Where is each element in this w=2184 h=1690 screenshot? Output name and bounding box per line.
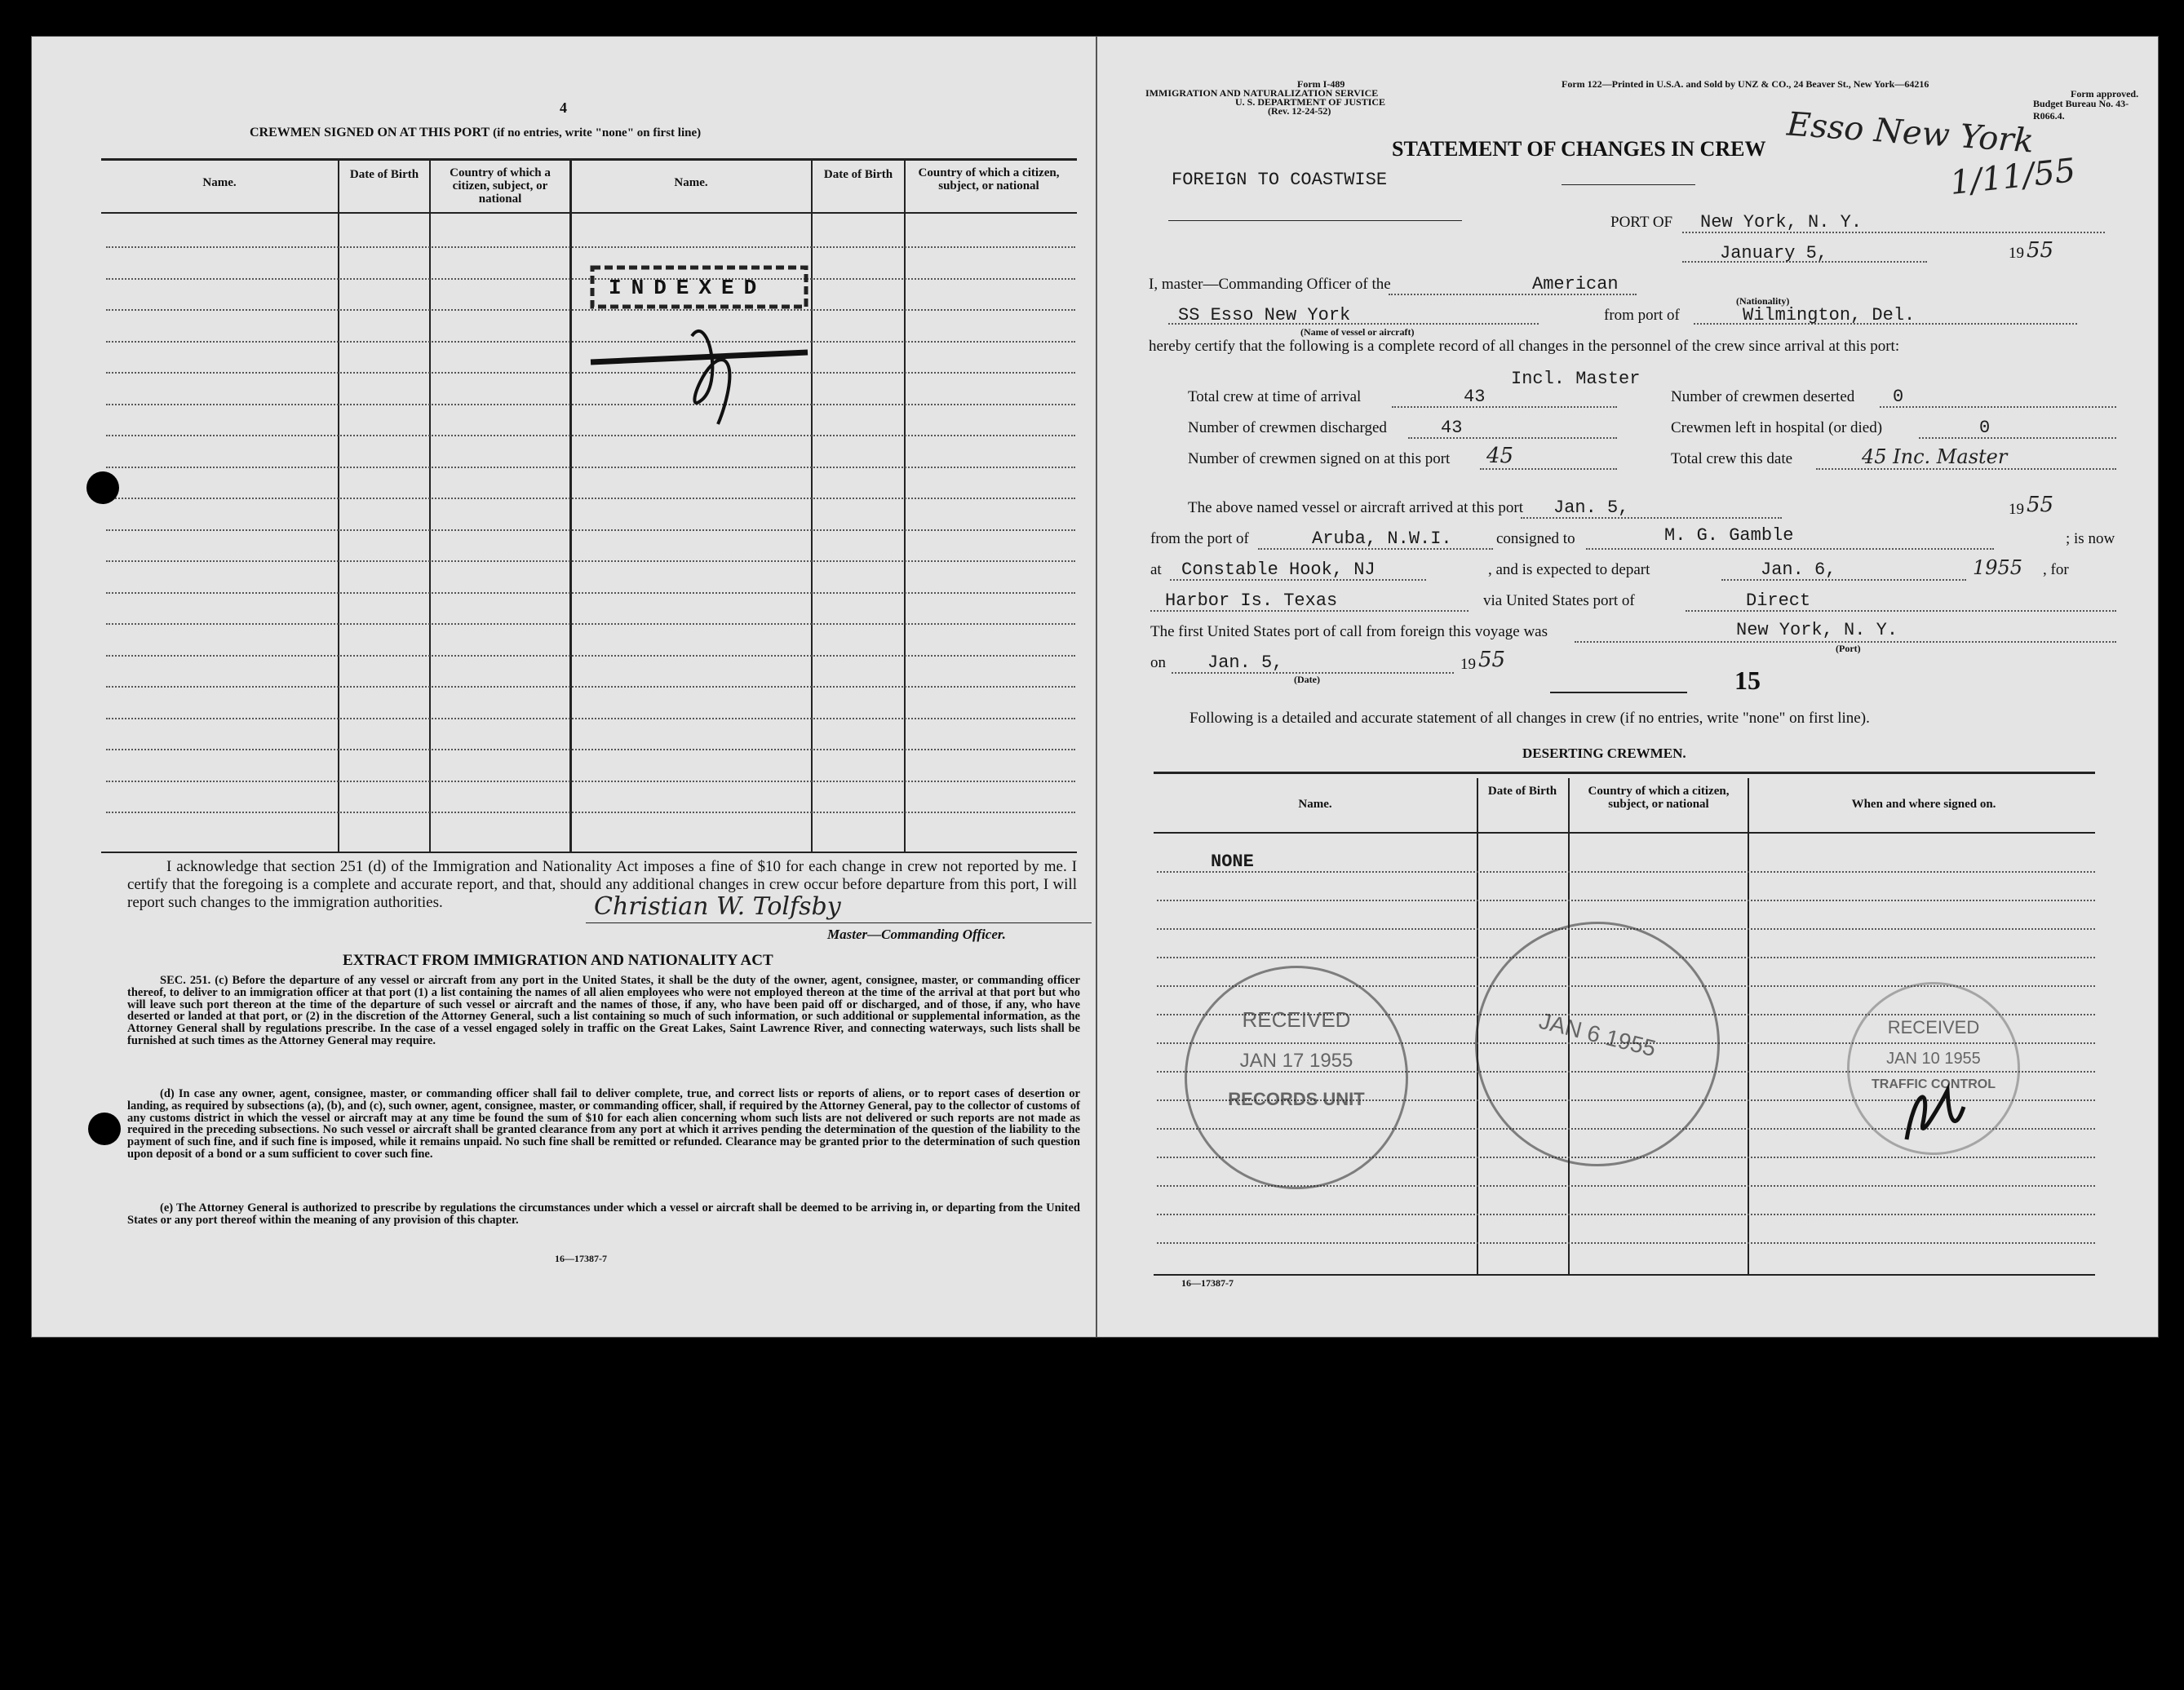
following-text: Following is a detailed and accurate statement of all changes in crew (if no entries, write "none" on first line).: [1189, 710, 1870, 727]
nationality-value: American: [1532, 274, 1619, 294]
total-today-label: Total crew this date: [1671, 450, 1793, 467]
arrived-value: Jan. 5,: [1553, 498, 1629, 518]
on-year: 55: [1478, 648, 1506, 672]
desert-row-rule: [1157, 1242, 2095, 1244]
from-port-label: from port of: [1604, 307, 1680, 324]
page-number: 4: [560, 100, 567, 116]
indexed-stamp-text: INDEXED: [609, 276, 767, 300]
records-unit-stamp: [1185, 966, 1408, 1189]
punch-hole: [86, 471, 119, 504]
master-signature: Christian W. Tolfsby: [594, 892, 841, 921]
depart-blank: [1721, 579, 1966, 581]
traffic-control-stamp: [1847, 982, 2020, 1155]
form-number: Form I-489: [1297, 78, 1345, 90]
from-the-port-label: from the port of: [1150, 530, 1249, 547]
right-page: [1096, 36, 2159, 1338]
first-port-label: The first United States port of call from foreign this voyage was: [1150, 623, 1548, 640]
stamp1-received: RECEIVED: [1242, 1007, 1351, 1032]
arrived-label: The above named vessel or aircraft arrived at this port: [1188, 499, 1523, 516]
sec-251-d: (d) In case any owner, agent, consignee, master, or commanding officer shall fail to deliver complete, true, and correct lists or reports of aliens, or to report cases of desertion or landing, as required by subsections (a), (b), and (c), such owner, agent, consignee, master, or commanding officer, shall, if required by the Attorney General, pay to the collector of customs of any customs district in which the vessel or aircraft may at any time be found the sum of $10 for each alien concerning whom such lists are not delivered or such reports are not made as required in the preceding subsections. No such vessel or aircraft shall be granted clearance from any port at which it arrives pending the determination of the question of the liability to the payment of such fine, and if such fine is imposed, while it remains unpaid. No such fine shall be remitted or refunded. Clearance may be granted prior to the determination of such question upon deposit of a bond or a sum sufficient to cover such fine.: [127, 1087, 1080, 1161]
via-label: via United States port of: [1483, 592, 1635, 609]
table-row-rule: [106, 686, 1075, 688]
desert-row-rule: [1157, 900, 2095, 901]
on-value: Jan. 5,: [1207, 653, 1283, 673]
expected-label: , and is expected to depart: [1488, 561, 1650, 578]
is-now-label: ; is now: [2066, 530, 2115, 547]
deserted-label: Number of crewmen deserted: [1671, 388, 1855, 405]
signed-on-value: 45: [1486, 444, 1514, 468]
col-header-name: Name.: [202, 176, 237, 189]
handwritten-vessel-note: Esso New York: [1785, 105, 2036, 161]
from-port-value: Wilmington, Del.: [1743, 305, 1916, 325]
hospital-value: 0: [1979, 418, 1991, 438]
table-row-rule: [106, 812, 1075, 813]
right-footer-code: 16—17387-7: [1181, 1277, 1234, 1289]
nationality-caption: (Nationality): [1736, 295, 1790, 307]
hospital-blank: [1919, 437, 2116, 439]
certify-text: hereby certify that the following is a complete record of all changes in the personnel of the crew since arrival at this port:: [1149, 338, 1900, 355]
arrived-year: 55: [2027, 493, 2054, 517]
signature-title: Master—Commanding Officer.: [827, 927, 1006, 942]
form-approved: Form approved.: [2071, 88, 2139, 100]
stamp1-unit: RECORDS UNIT: [1228, 1089, 1365, 1109]
consigned-label: consigned to: [1496, 530, 1575, 547]
port-of-label: PORT OF: [1610, 214, 1673, 231]
deserting-title: DESERTING CREWMEN.: [1522, 745, 1686, 761]
signed-on-label: Number of crewmen signed on at this port: [1188, 450, 1451, 467]
col-header-country: Country of which a citizen, subject, or national: [450, 166, 551, 206]
date-stamp: [1475, 922, 1720, 1166]
deserted-value: 0: [1893, 387, 1904, 407]
table-row-rule: [106, 498, 1075, 499]
master-label: I, master—Commanding Officer of the: [1149, 276, 1391, 293]
on-label: on: [1150, 654, 1166, 671]
total-crew-blank: [1392, 406, 1617, 408]
table-row-rule: [106, 560, 1075, 562]
col-divider: [429, 158, 431, 852]
table-row-rule: [106, 781, 1075, 782]
table-header-rule: [101, 212, 1077, 214]
department: U. S. DEPARTMENT OF JUSTICE: [1235, 96, 1386, 108]
deserted-blank: [1880, 406, 2116, 408]
table-row-rule: [106, 529, 1075, 531]
section-heading: [250, 126, 701, 140]
discharged-value: 43: [1441, 418, 1463, 438]
total-crew-value: 43: [1464, 387, 1486, 407]
desert-table-top: [1154, 772, 2095, 774]
at-label: at: [1150, 561, 1162, 578]
col-header-dob-2: Date of Birth: [823, 168, 893, 181]
sec-251-c: SEC. 251. (c) Before the departure of any vessel or aircraft from any port in the United States, it shall be the duty of the owner, agent, consignee, master, or commanding officer thereof, to deliver to an immigration officer at that port (1) a list containing the names of all alien employees who were not employed thereon at the time of the arrival at that port but who will leave such port thereon at the time of the departure of such vessel or aircraft and the names of those, if any, who have been paid off or discharged, and of those, if any, who have deserted or landed at that port, or (2) in the discretion of the Attorney General, such a list containing so much of such information, or such additional or supplemental information, as the Attorney General shall by regulations prescribe. In the case of a vessel engaged solely in traffic on the Great Lakes, Saint Lawrence River, and connecting waterways, such lists shall be furnished at such times as the Attorney General may require.: [127, 974, 1080, 1047]
section-note: (if no entries, write "none" on first line): [493, 126, 702, 139]
table-row-rule: [106, 467, 1075, 468]
on-year-prefix: 19: [1460, 656, 1476, 673]
left-page: [31, 36, 1096, 1338]
discharged-label: Number of crewmen discharged: [1188, 419, 1387, 436]
desert-table-header-rule: [1154, 832, 2095, 834]
agency: IMMIGRATION AND NATURALIZATION SERVICE: [1145, 87, 1379, 99]
table-row-rule: [106, 655, 1075, 657]
total-crew-label: Total crew at time of arrival: [1188, 388, 1362, 405]
stamp3-unit: TRAFFIC CONTROL: [1872, 1077, 1996, 1091]
stamp2-date: JAN 6 1955: [1536, 1007, 1659, 1062]
left-footer-code: 16—17387-7: [555, 1253, 607, 1264]
desert-entry: NONE: [1211, 852, 1254, 872]
form-subtitle: FOREIGN TO COASTWISE: [1172, 170, 1388, 190]
depart-value: Jan. 6,: [1761, 560, 1836, 580]
section-title: CREWMEN SIGNED ON AT THIS PORT: [250, 126, 490, 139]
table-bottom-rule: [101, 852, 1077, 853]
signed-on-blank: [1480, 468, 1617, 470]
indexed-stamp: [586, 263, 822, 426]
from-the-port-value: Aruba, N.W.I.: [1312, 529, 1452, 549]
table-row-rule: [106, 592, 1075, 594]
punch-hole: [88, 1113, 121, 1145]
printer-line: Form 122—Printed in U.S.A. and Sold by UNZ & CO., 24 Beaver St., New York—64216: [1562, 78, 1929, 90]
date-caption: (Date): [1294, 674, 1320, 685]
incl-master: Incl. Master: [1511, 369, 1641, 389]
budget-bureau: Budget Bureau No. 43-R066.4.: [2033, 98, 2129, 122]
form-title: STATEMENT OF CHANGES IN CREW: [1392, 137, 1766, 161]
col-divider: [338, 158, 339, 852]
for-label: , for: [2043, 561, 2069, 578]
discharged-blank: [1408, 437, 1617, 439]
table-row-rule: [106, 718, 1075, 719]
col-header-name-2: Name.: [674, 176, 708, 189]
year-prefix: 19: [2009, 245, 2024, 262]
col-header-country-2: Country of which a citizen, subject, or national: [918, 166, 1060, 192]
acknowledgement-text: I acknowledge that section 251 (d) of the Immigration and Nationality Act imposes a fine of $10 for each change in crew not reported by me. I certify that the foregoing is a complete and accurate report, and that, should any additional changes in crew occur before departure from this port, I will report such changes to the immigration authorities.: [127, 858, 1077, 911]
port-value: New York, N. Y.: [1700, 212, 1863, 232]
desert-row-rule: [1157, 871, 2095, 873]
stamp3-received: RECEIVED: [1887, 1017, 1980, 1037]
subtitle-rule: [1168, 220, 1462, 221]
depart-year: 1955: [1973, 556, 2023, 579]
consigned-value: M. G. Gamble: [1664, 525, 1794, 546]
table-row-rule: [106, 246, 1075, 248]
desert-col-name: Name.: [1298, 798, 1332, 811]
desert-col-divider: [1748, 778, 1749, 1274]
handwritten-date-note: 1/11/55: [1948, 152, 2078, 202]
stamp3-initials: [1898, 1074, 1972, 1148]
at-value: Constable Hook, NJ: [1181, 560, 1376, 580]
desert-col-dob: Date of Birth: [1487, 785, 1557, 798]
table-row-rule: [106, 435, 1075, 436]
desert-col-country: Country of which a citizen, subject, or national: [1588, 785, 1730, 811]
col-divider-center: [569, 158, 572, 852]
desert-col-signed-on: When and where signed on.: [1851, 798, 1996, 811]
title-rule: [1562, 184, 1695, 185]
total-today-blank: [1816, 468, 2116, 470]
destination-value: Harbor Is. Texas: [1165, 591, 1338, 611]
form-revision: (Rev. 12-24-52): [1268, 105, 1331, 117]
total-today-value: 45 Inc. Master: [1862, 445, 2008, 468]
stamp3-date: JAN 10 1955: [1886, 1050, 1981, 1068]
table-top-rule: [101, 158, 1077, 161]
port-caption: (Port): [1836, 643, 1861, 654]
table-row-rule: [106, 623, 1075, 625]
date-year: 55: [2027, 238, 2054, 263]
count-rule: [1550, 692, 1687, 693]
stamp1-date: JAN 17 1955: [1239, 1050, 1353, 1072]
vessel-value: SS Esso New York: [1178, 305, 1351, 325]
page-count: 15: [1734, 666, 1761, 695]
first-port-value: New York, N. Y.: [1736, 620, 1898, 640]
extract-title: EXTRACT FROM IMMIGRATION AND NATIONALITY ACT: [343, 952, 773, 969]
table-row-rule: [106, 749, 1075, 750]
col-divider: [904, 158, 906, 852]
col-header-dob: Date of Birth: [349, 168, 419, 181]
via-value: Direct: [1746, 591, 1811, 611]
consigned-blank: [1586, 548, 1994, 550]
sec-251-e: (e) The Attorney General is authorized to prescribe by regulations the circumstances under which a vessel or aircraft shall be deemed to be arriving in, or departing from the United States or any port thereof within the meaning of any provision of this chapter.: [127, 1201, 1080, 1227]
desert-row-rule: [1157, 1214, 2095, 1215]
vessel-caption: (Name of vessel or aircraft): [1300, 326, 1415, 338]
signature-rule: [586, 922, 1092, 923]
date-value: January 5,: [1720, 243, 1828, 263]
desert-table-bottom: [1154, 1274, 2095, 1276]
arrived-year-prefix: 19: [2009, 501, 2024, 518]
hospital-label: Crewmen left in hospital (or died): [1671, 419, 1883, 436]
